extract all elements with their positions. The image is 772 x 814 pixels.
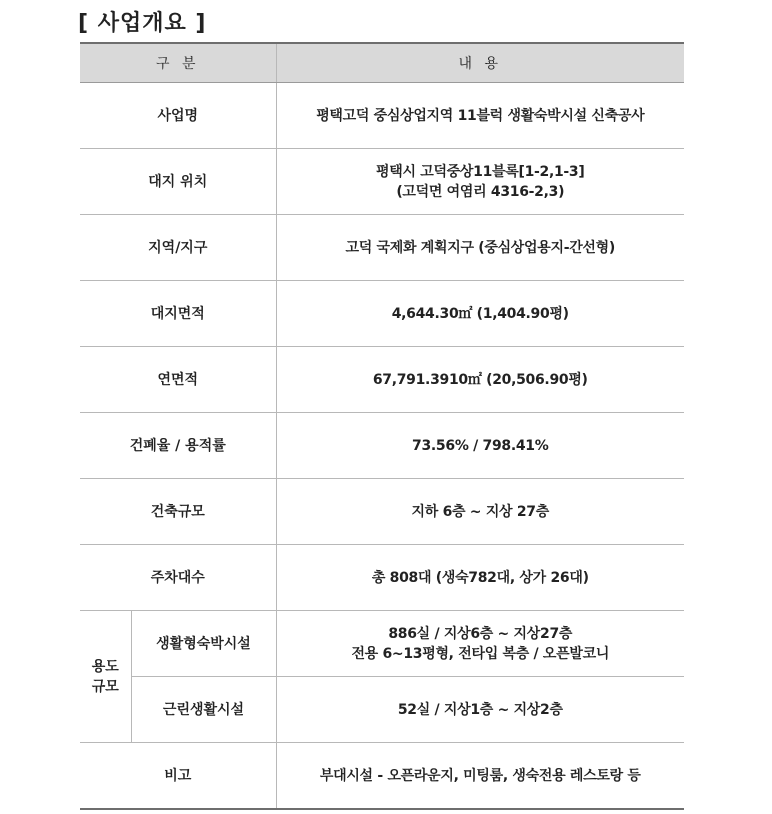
- header-content: 내 용: [276, 43, 684, 83]
- row-label: 건폐율 / 용적률: [80, 413, 276, 479]
- row-content-line: (고덕면 여염리 4316-2,3): [396, 183, 565, 200]
- table-row: [80, 149, 684, 215]
- table-row: [80, 215, 684, 281]
- row-label: 연면적: [80, 347, 276, 413]
- usage-group-label-line: 규모: [91, 678, 119, 695]
- row-label: 근린생활시설: [131, 677, 276, 743]
- table-row: [80, 677, 684, 743]
- row-content: 고덕 국제화 계획지구 (중심상업용지-간선형): [276, 215, 684, 281]
- row-content: 52실 / 지상1층 ~ 지상2층: [276, 677, 684, 743]
- table-row: [80, 281, 684, 347]
- row-label: 사업명: [80, 83, 276, 149]
- project-overview-table: [80, 42, 684, 810]
- row-label: 지역/지구: [80, 215, 276, 281]
- row-label: 비고: [80, 743, 276, 810]
- row-content-line: 886실 / 지상6층 ~ 지상27층: [388, 625, 573, 642]
- table-row: [80, 611, 684, 677]
- row-content: [276, 611, 684, 677]
- row-label: 대지면적: [80, 281, 276, 347]
- row-content: 평택고덕 중심상업지역 11블럭 생활숙박시설 신축공사: [276, 83, 684, 149]
- table-header-row: [80, 43, 684, 83]
- table-row: [80, 347, 684, 413]
- row-content: 총 808대 (생숙782대, 상가 26대): [276, 545, 684, 611]
- row-label: 생활형숙박시설: [131, 611, 276, 677]
- row-content: 4,644.30㎡ (1,404.90평): [276, 281, 684, 347]
- table-row: [80, 83, 684, 149]
- usage-group-label: [80, 611, 131, 743]
- row-label: 건축규모: [80, 479, 276, 545]
- row-content-line: 평택시 고덕중상11블록[1-2,1-3]: [376, 163, 585, 180]
- row-label: 대지 위치: [80, 149, 276, 215]
- table-row: [80, 413, 684, 479]
- header-category: 구 분: [80, 43, 276, 83]
- usage-group-label-line: 용도: [91, 658, 119, 675]
- row-content: 지하 6층 ~ 지상 27층: [276, 479, 684, 545]
- table-row: [80, 545, 684, 611]
- table-row: [80, 743, 684, 810]
- row-content: [276, 149, 684, 215]
- table-row: [80, 479, 684, 545]
- row-content: 73.56% / 798.41%: [276, 413, 684, 479]
- row-label: 주차대수: [80, 545, 276, 611]
- row-content: 부대시설 - 오픈라운지, 미팅룸, 생숙전용 레스토랑 등: [276, 743, 684, 810]
- page-title: [ 사업개요 ]: [78, 11, 207, 36]
- row-content-line: 전용 6~13평형, 전타입 복층 / 오픈발코니: [351, 645, 610, 662]
- row-content: 67,791.3910㎡ (20,506.90평): [276, 347, 684, 413]
